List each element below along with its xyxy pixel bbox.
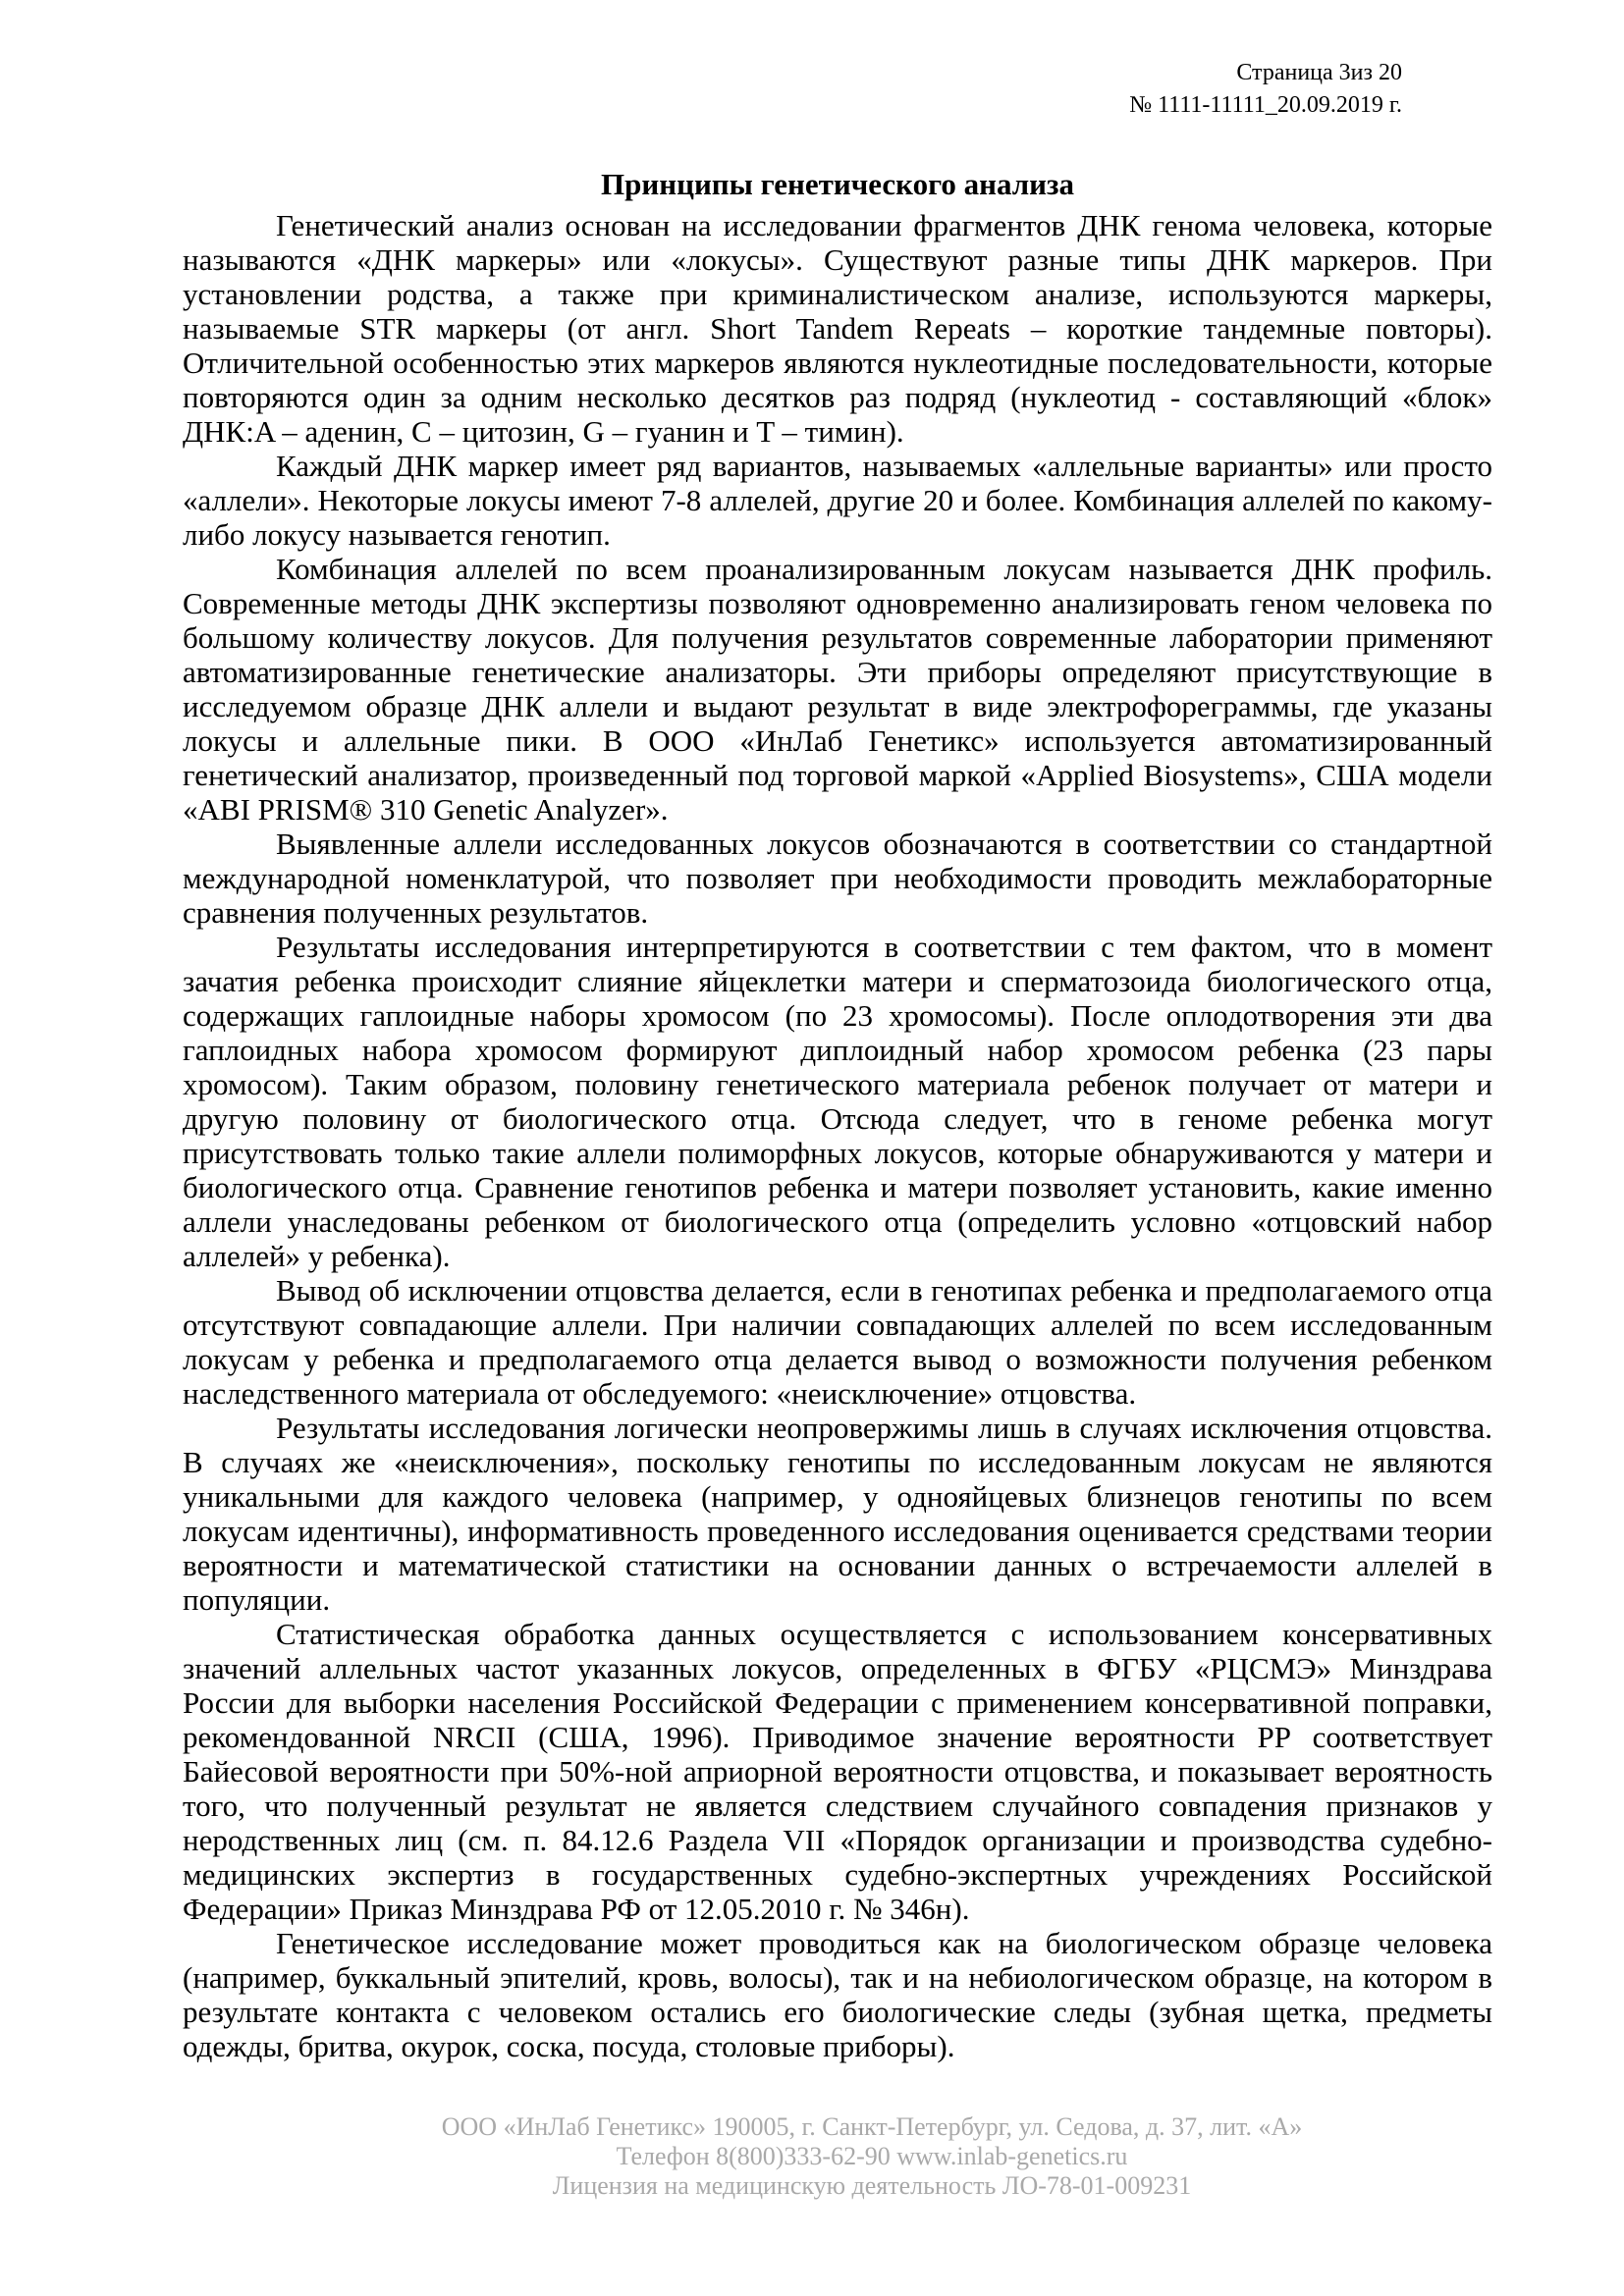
page-header	[1129, 57, 1402, 122]
paragraph: Статистическая обработка данных осуществляется с использованием консервативных значений аллельных частот указанных локусов, определенных в ФГБУ «РЦСМЭ» Минздрава России для выборки населения Российской Федерации с применением консервативной поправки, рекомендованной NRCII (США, 1996). Приводимое значение вероятности PP соответствует Байесовой вероятности при 50%-ной априорной вероятности отцовства, и показывает вероятность того, что полученный результат не является следствием случайного совпадения признаков у неродственных лиц (см. п. 84.12.6 Раздела VII «Порядок организации и производства судебно-медицинских экспертиз в государственных судебно-экспертных учреждениях Российской Федерации» Приказ Минздрава РФ от 12.05.2010 г. № 346н).	[183, 1617, 1492, 1926]
document-number: № 1111-11111_20.09.2019 г.	[1129, 92, 1402, 118]
footer-company-address: ООО «ИнЛаб Генетикс» 190005, г. Санкт-Петербург, ул. Седова, д. 37, лит. «А»	[441, 2112, 1303, 2141]
paragraph: Генетический анализ основан на исследовании фрагментов ДНК генома человека, которые называются «ДНК маркеры» или «локусы». Существуют разные типы ДНК маркеров. При установлении родства, а также при криминалистическом анализе, используются маркеры, называемые STR маркеры (от англ. Short Tandem Repeats – короткие тандемные повторы). Отличительной особенностью этих маркеров являются нуклеотидные последовательности, которые повторяются один за одним несколько десятков раз подряд (нуклеотид - составляющий «блок» ДНК:A – аденин, C – цитозин, G – гуанин и T – тимин).	[183, 208, 1492, 449]
paragraph: Результаты исследования интерпретируются в соответствии с тем фактом, что в момент зачатия ребенка происходит слияние яйцеклетки матери и сперматозоида биологического отца, содержащих гаплоидные наборы хромосом (по 23 хромосомы). После оплодотворения эти два гаплоидных набора хромосом формируют диплоидный набор хромосом ребенка (23 пары хромосом). Таким образом, половину генетического материала ребенок получает от матери и другую половину от биологического отца. Отсюда следует, что в геноме ребенка могут присутствовать только такие аллели полиморфных локусов, которые обнаруживаются у матери и биологического отца. Сравнение генотипов ребенка и матери позволяет установить, какие именно аллели унаследованы ребенком от биологического отца (определить условно «отцовский набор аллелей» у ребенка).	[183, 930, 1492, 1273]
paragraph: Выявленные аллели исследованных локусов обозначаются в соответствии со стандартной международной номенклатурой, что позволяет при необходимости проводить межлабораторные сравнения полученных результатов.	[183, 827, 1492, 930]
footer-license: Лицензия на медицинскую деятельность ЛО-78-01-009231	[552, 2171, 1192, 2200]
paragraph: Каждый ДНК маркер имеет ряд вариантов, называемых «аллельные варианты» или просто «аллели». Некоторые локусы имеют 7-8 аллелей, другие 20 и более. Комбинация аллелей по какому-либо локусу называется генотип.	[183, 449, 1492, 552]
page-footer	[217, 2112, 1527, 2201]
page-number: Страница 3из 20	[1236, 60, 1402, 85]
paragraph: Комбинация аллелей по всем проанализированным локусам называется ДНК профиль. Современные методы ДНК экспертизы позволяют одновременно анализировать геном человека по большому количеству локусов. Для получения результатов современные лаборатории применяют автоматизированные генетические анализаторы. Эти приборы определяют присутствующие в исследуемом образце ДНК аллели и выдают результат в виде электрофореграммы, где указаны локусы и аллельные пики. В ООО «ИнЛаб Генетикс» используется автоматизированный генетический анализатор, произведенный под торговой маркой «Applied Biosystems», США модели «ABI PRISM® 310 Genetic Analyzer».	[183, 552, 1492, 827]
document-body	[183, 165, 1492, 2063]
footer-phone-website: Телефон 8(800)333-62-90 www.inlab-genetics.ru	[616, 2142, 1128, 2170]
paragraph: Вывод об исключении отцовства делается, если в генотипах ребенка и предполагаемого отца отсутствуют совпадающие аллели. При наличии совпадающих аллелей по всем исследованным локусам у ребенка и предполагаемого отца делается вывод о возможности получения ребенком наследственного материала от обследуемого: «неисключение» отцовства.	[183, 1273, 1492, 1411]
paragraph: Результаты исследования логически неопровержимы лишь в случаях исключения отцовства. В случаях же «неисключения», поскольку генотипы по исследованным локусам не являются уникальными для каждого человека (например, у однояйцевых близнецов генотипы по всем локусам идентичны), информативность проведенного исследования оценивается средствами теории вероятности и математической статистики на основании данных о встречаемости аллелей в популяции.	[183, 1411, 1492, 1617]
paragraph: Генетическое исследование может проводиться как на биологическом образце человека (например, буккальный эпителий, кровь, волосы), так и на небиологическом образце, на котором в результате контакта с человеком остались его биологические следы (зубная щетка, предметы одежды, бритва, окурок, соска, посуда, столовые приборы).	[183, 1926, 1492, 2063]
document-title: Принципы генетического анализа	[601, 167, 1074, 201]
